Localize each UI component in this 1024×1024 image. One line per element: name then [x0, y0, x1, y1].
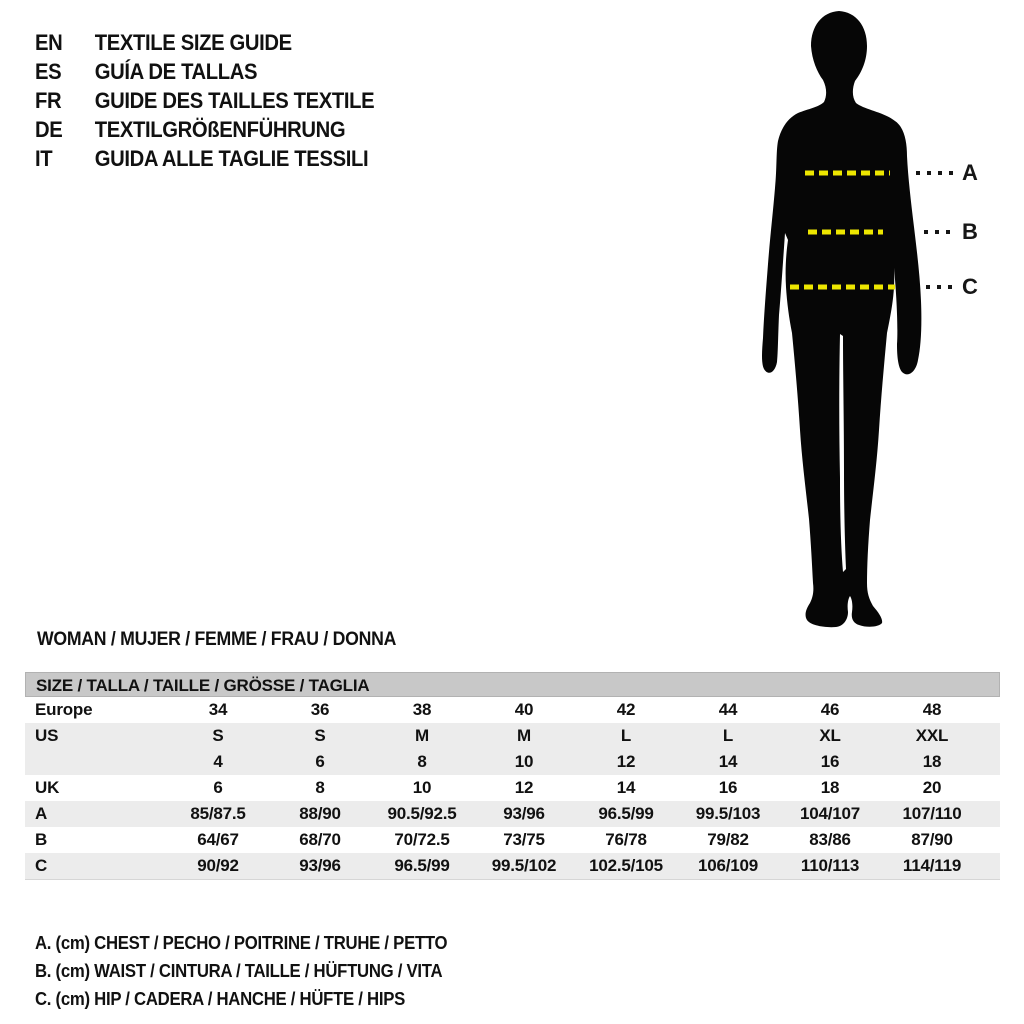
table-cell: 110/113	[800, 856, 860, 875]
table-cell: 12	[514, 778, 534, 797]
size-table-body	[25, 697, 1000, 880]
lang-label: GUÍA DE TALLAS	[94, 59, 258, 84]
table-cell: 107/110	[902, 804, 962, 823]
table-cell: 79/82	[707, 830, 749, 849]
table-cell: 46	[820, 700, 840, 719]
marker-label-hip: C	[962, 274, 978, 299]
title-row-en	[35, 28, 374, 57]
table-cell: 42	[616, 700, 636, 719]
table-cell: 64/67	[197, 830, 239, 849]
table-cell: 44	[718, 700, 738, 719]
title-row-fr	[35, 86, 374, 115]
table-cell: 48	[922, 700, 942, 719]
table-cell: 40	[514, 700, 534, 719]
table-cell: 104/107	[799, 804, 861, 823]
table-cell: 70/72.5	[394, 830, 450, 849]
table-cell: 83/86	[809, 830, 851, 849]
lang-label: GUIDA ALLE TAGLIE TESSILI	[94, 146, 369, 171]
table-cell: 12	[616, 752, 636, 771]
row-label: UK	[35, 778, 60, 797]
measurement-legend	[35, 929, 478, 1013]
table-cell: 16	[820, 752, 840, 771]
table-cell: 73/75	[503, 830, 545, 849]
table-cell: 99.5/103	[695, 804, 761, 823]
table-cell: 38	[412, 700, 432, 719]
title-row-es	[35, 57, 374, 86]
lang-code: DE	[35, 117, 63, 142]
table-cell: 6	[315, 752, 325, 771]
table-cell: L	[722, 726, 734, 745]
lang-label: TEXTILE SIZE GUIDE	[94, 30, 292, 55]
table-cell: S	[212, 726, 224, 745]
table-row	[25, 723, 1000, 749]
table-cell: 6	[213, 778, 223, 797]
woman-silhouette-graphic	[740, 0, 1024, 640]
row-label: B	[35, 830, 48, 849]
table-cell: M	[517, 726, 531, 745]
table-row	[25, 775, 1000, 801]
table-cell: 10	[412, 778, 432, 797]
table-cell: M	[415, 726, 429, 745]
marker-label-waist: B	[962, 219, 978, 244]
table-cell: 8	[417, 752, 427, 771]
table-cell: 99.5/102	[491, 856, 557, 875]
table-cell: 85/87.5	[190, 804, 246, 823]
table-cell: S	[314, 726, 326, 745]
table-cell: XL	[819, 726, 841, 745]
legend-waist: B. (cm) WAIST / CINTURA / TAILLE / HÜFTUNG / VITA	[35, 961, 443, 981]
lang-code: ES	[35, 59, 62, 84]
table-cell: 20	[922, 778, 942, 797]
table-title: WOMAN / MUJER / FEMME / FRAU / DONNA	[37, 629, 397, 650]
table-cell: 16	[718, 778, 738, 797]
table-cell: 76/78	[605, 830, 647, 849]
lang-code: IT	[35, 146, 53, 171]
table-cell: 102.5/105	[589, 856, 663, 875]
table-row	[25, 827, 1000, 853]
title-row-de	[35, 115, 374, 144]
lang-code: EN	[35, 30, 63, 55]
table-cell: 14	[718, 752, 738, 771]
table-cell: 93/96	[299, 856, 341, 875]
table-cell: 106/109	[697, 856, 759, 875]
table-cell: XXL	[915, 726, 949, 745]
row-label: A	[35, 804, 48, 823]
size-table	[25, 672, 1000, 880]
table-cell: 90.5/92.5	[387, 804, 457, 823]
title-language-list	[35, 28, 404, 173]
table-cell: 36	[310, 700, 330, 719]
table-row	[25, 697, 1000, 723]
lang-label: GUIDE DES TAILLES TEXTILE	[94, 88, 375, 113]
legend-hip: C. (cm) HIP / CADERA / HANCHE / HÜFTE / HIPS	[35, 989, 405, 1009]
marker-label-chest: A	[962, 160, 978, 185]
table-row	[25, 853, 1000, 880]
legend-chest: A. (cm) CHEST / PECHO / POITRINE / TRUHE / PETTO	[35, 933, 448, 953]
table-cell: 88/90	[299, 804, 341, 823]
row-label: US	[35, 726, 59, 745]
table-cell: 4	[213, 752, 223, 771]
lang-label: TEXTILGRÖßENFÜHRUNG	[94, 117, 346, 142]
body-measurement-figure	[740, 0, 1024, 640]
table-cell: 90/92	[197, 856, 239, 875]
table-row	[25, 749, 1000, 775]
table-cell: 87/90	[911, 830, 953, 849]
lang-code: FR	[35, 88, 62, 113]
table-cell: 18	[922, 752, 942, 771]
table-cell: 8	[315, 778, 325, 797]
table-cell: 96.5/99	[598, 804, 654, 823]
table-cell: 10	[514, 752, 534, 771]
table-cell: 93/96	[503, 804, 545, 823]
size-table-header: SIZE / TALLA / TAILLE / GRÖSSE / TAGLIA	[25, 672, 1000, 697]
table-cell: 14	[616, 778, 636, 797]
title-row-it	[35, 144, 374, 173]
table-cell: 18	[820, 778, 840, 797]
table-cell: 34	[208, 700, 228, 719]
table-cell: 96.5/99	[394, 856, 450, 875]
table-cell: L	[620, 726, 632, 745]
row-label: Europe	[35, 700, 93, 719]
table-row	[25, 801, 1000, 827]
table-cell: 114/119	[902, 856, 962, 875]
table-cell: 68/70	[299, 830, 341, 849]
row-label: C	[35, 856, 48, 875]
